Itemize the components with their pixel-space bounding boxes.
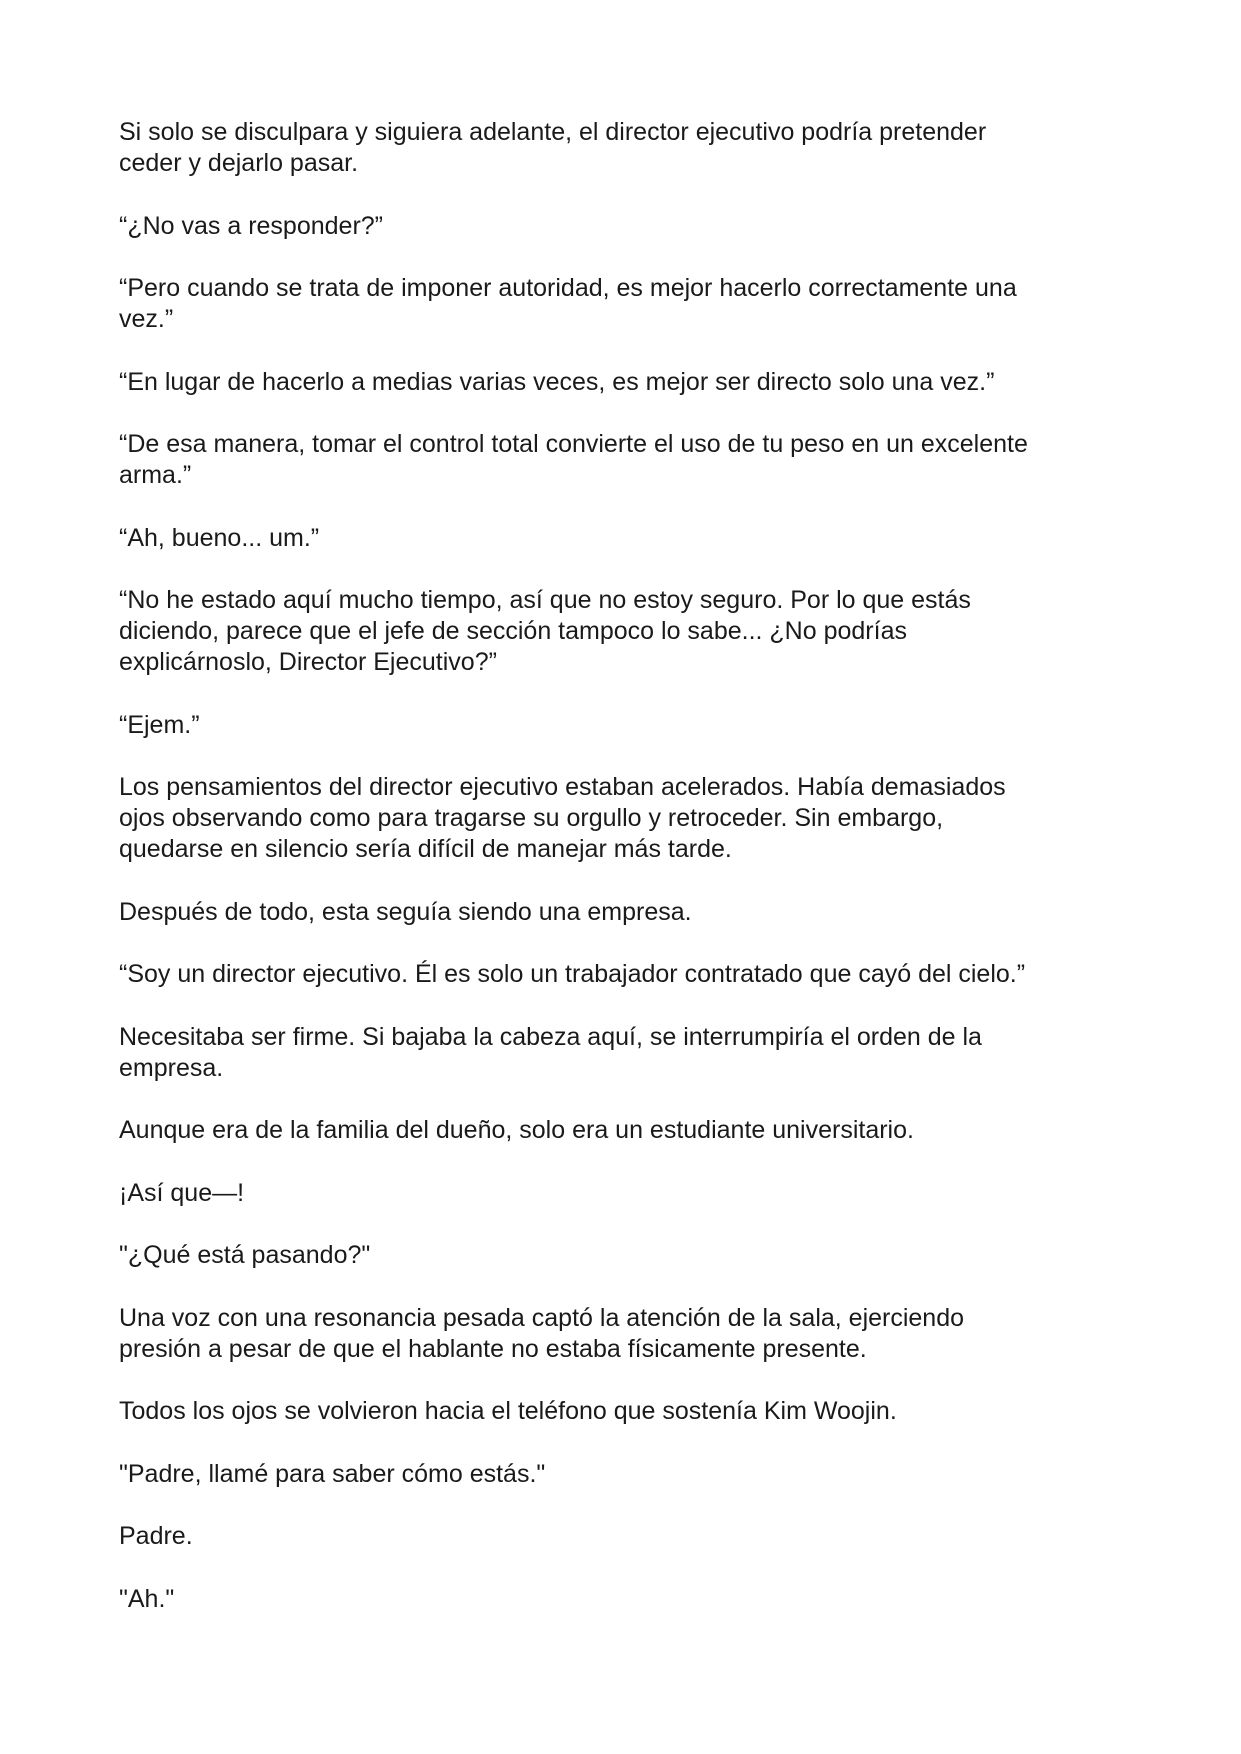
paragraph: ¡Así que—! [119,1178,245,1207]
paragraph: “No he estado aquí mucho tiempo, así que no estoy seguro. Por lo que estás diciendo, parece que el jefe de sección tampoco lo sabe... ¿No podrías explicárnoslo, Director Ejecutivo?” [119,586,971,676]
document-body [119,117,1129,1646]
paragraph: "Ah." [119,1584,175,1613]
paragraph: “Ah, bueno... um.” [119,523,320,552]
paragraph: Aunque era de la familia del dueño, solo era un estudiante universitario. [119,1116,914,1144]
paragraph: Una voz con una resonancia pesada captó la atención de la sala, ejerciendo presión a pesar de que el hablante no estaba físicamente presente. [119,1303,965,1363]
paragraph: “De esa manera, tomar el control total convierte el uso de tu peso en un excelente arma.” [119,430,1028,489]
paragraph: “Pero cuando se trata de imponer autoridad, es mejor hacerlo correctamente una vez.” [119,274,1017,333]
paragraph: "Padre, llamé para saber cómo estás." [119,1459,546,1488]
paragraph: “Ejem.” [119,710,200,739]
paragraph: Después de todo, esta seguía siendo una empresa. [119,897,692,926]
paragraph: Los pensamientos del director ejecutivo estaban acelerados. Había demasiados ojos observando como para tragarse su orgullo y retroceder. Sin embargo, quedarse en silencio sería difícil de manejar más tarde. [119,773,1006,863]
paragraph: Necesitaba ser firme. Si bajaba la cabeza aquí, se interrumpiría el orden de la empresa. [119,1022,982,1082]
paragraph: Padre. [119,1522,193,1550]
paragraph: Todos los ojos se volvieron hacia el teléfono que sostenía Kim Woojin. [119,1397,897,1425]
paragraph: "¿Qué está pasando?" [119,1241,371,1269]
paragraph: “¿No vas a responder?” [119,211,384,240]
paragraph: “Soy un director ejecutivo. Él es solo un trabajador contratado que cayó del cielo.” [119,960,1026,988]
paragraph: “En lugar de hacerlo a medias varias veces, es mejor ser directo solo una vez.” [119,367,995,396]
paragraph: Si solo se disculpara y siguiera adelante, el director ejecutivo podría pretender ceder y dejarlo pasar. [119,118,987,177]
